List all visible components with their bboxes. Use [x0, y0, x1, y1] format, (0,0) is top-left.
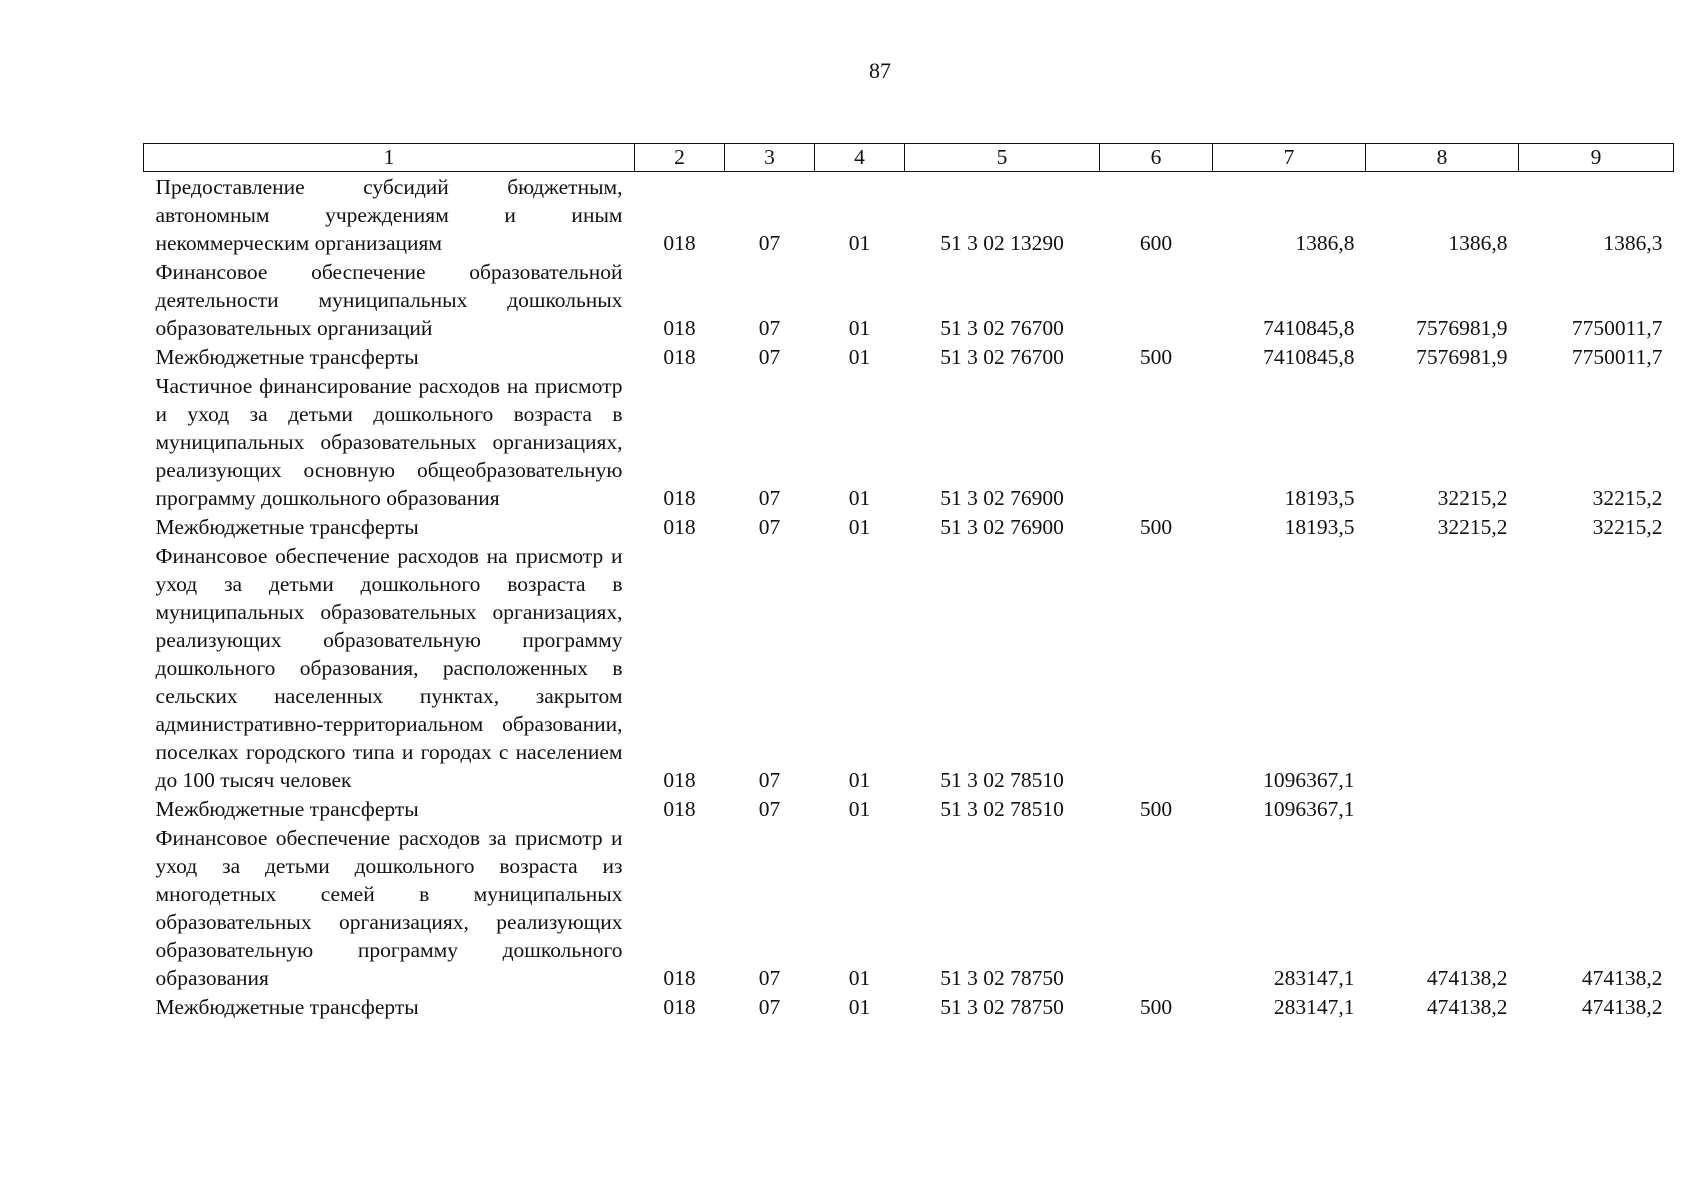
row-amount-year-2 [1366, 794, 1519, 823]
row-amount-year-2 [1366, 541, 1519, 794]
row-amount-year-3: 32215,2 [1592, 486, 1663, 510]
row-ministry-code: 018 [663, 768, 696, 792]
row-name: Предоставление субсидий бюджетным, автономным учреждениям и иным некоммерческим организациям [155, 175, 623, 255]
row-amount-year-3: 7750011,7 [1571, 316, 1663, 340]
row-target-code: 51 3 02 76900 [940, 486, 1064, 510]
row-amount-year-2: 32215,2 [1437, 486, 1508, 510]
row-target-code: 51 3 02 78510 [940, 768, 1064, 792]
row-target-code: 51 3 02 13290 [940, 231, 1064, 255]
row-amount-year-2: 474138,2 [1426, 966, 1508, 990]
row-amount-year-2: 32215,2 [1437, 515, 1508, 539]
row-amount-year-1: 18193,5 [1284, 486, 1355, 510]
row-name: Межбюджетные трансферты [155, 345, 419, 369]
row-target-code: 51 3 02 76900 [940, 515, 1064, 539]
row-amount-year-1: 1096367,1 [1263, 797, 1355, 821]
row-amount-year-3 [1519, 541, 1674, 794]
row-amount-year-3 [1519, 794, 1674, 823]
row-target-code: 51 3 02 78750 [940, 995, 1064, 1019]
table-header [144, 144, 1674, 172]
row-name: Частичное финансирование расходов на присмотр и уход за детьми дошкольного возраста в муниципальных образовательных организациях, реализующих основную общеобразовательную программу дошкольного образования [155, 374, 623, 510]
row-amount-year-2: 1386,8 [1448, 231, 1508, 255]
row-amount-year-2: 7576981,9 [1416, 316, 1508, 340]
row-amount-year-1: 18193,5 [1284, 515, 1355, 539]
header-col-7: 7 [1213, 144, 1366, 172]
row-amount-year-1: 1386,8 [1295, 231, 1355, 255]
row-subsection-code: 01 [848, 966, 871, 990]
row-subsection-code: 01 [848, 995, 871, 1019]
row-ministry-code: 018 [663, 797, 696, 821]
row-expense-type: 500 [1139, 995, 1173, 1019]
row-ministry-code: 018 [663, 995, 696, 1019]
header-col-6: 6 [1100, 144, 1213, 172]
row-ministry-code: 018 [663, 486, 696, 510]
header-col-4: 4 [815, 144, 905, 172]
row-name: Межбюджетные трансферты [155, 995, 419, 1019]
header-col-1: 1 [144, 144, 635, 172]
row-target-code: 51 3 02 78510 [940, 797, 1064, 821]
row-name: Финансовое обеспечение расходов на присмотр и уход за детьми дошкольного возраста в муниципальных образовательных организациях, реализующих образовательную программу дошкольного образования, расположенных в сельских населенных пунктах, закрытом административно-территориальном образовании, поселках городского типа и городах с населением до 100 тысяч человек [155, 544, 623, 792]
row-expense-type: 500 [1139, 797, 1173, 821]
row-expense-type [1100, 541, 1213, 794]
row-subsection-code: 01 [848, 231, 871, 255]
row-amount-year-2: 474138,2 [1426, 995, 1508, 1019]
table-row [144, 172, 1674, 258]
header-col-5: 5 [905, 144, 1100, 172]
table-row [144, 992, 1674, 1021]
row-expense-type [1100, 257, 1213, 342]
table-row [144, 257, 1674, 342]
row-amount-year-2: 7576981,9 [1416, 345, 1508, 369]
header-col-8: 8 [1366, 144, 1519, 172]
row-section-code: 07 [758, 515, 781, 539]
row-amount-year-1: 7410845,8 [1263, 316, 1355, 340]
row-amount-year-3: 7750011,7 [1571, 345, 1663, 369]
row-amount-year-1: 283147,1 [1273, 966, 1355, 990]
budget-table [143, 143, 1674, 1021]
page-number: 87 [869, 58, 891, 83]
row-expense-type: 600 [1139, 231, 1173, 255]
table-row [144, 342, 1674, 371]
row-ministry-code: 018 [663, 316, 696, 340]
header-col-3: 3 [725, 144, 815, 172]
table-row [144, 371, 1674, 512]
header-col-2: 2 [635, 144, 725, 172]
row-ministry-code: 018 [663, 515, 696, 539]
row-ministry-code: 018 [663, 345, 696, 369]
row-subsection-code: 01 [848, 345, 871, 369]
row-expense-type [1100, 371, 1213, 512]
row-section-code: 07 [758, 486, 781, 510]
row-target-code: 51 3 02 76700 [940, 345, 1064, 369]
row-subsection-code: 01 [848, 486, 871, 510]
row-target-code: 51 3 02 76700 [940, 316, 1064, 340]
row-name: Межбюджетные трансферты [155, 797, 419, 821]
row-amount-year-3: 474138,2 [1581, 966, 1663, 990]
table-body [144, 172, 1674, 1022]
row-amount-year-1: 283147,1 [1273, 995, 1355, 1019]
row-subsection-code: 01 [848, 797, 871, 821]
table-row [144, 512, 1674, 541]
row-amount-year-1: 1096367,1 [1263, 768, 1355, 792]
row-section-code: 07 [758, 995, 781, 1019]
row-amount-year-3: 1386,3 [1603, 231, 1663, 255]
row-name: Финансовое обеспечение образовательной деятельности муниципальных дошкольных образовательных организаций [155, 260, 623, 340]
row-name: Межбюджетные трансферты [155, 515, 419, 539]
row-section-code: 07 [758, 768, 781, 792]
header-col-9: 9 [1519, 144, 1674, 172]
row-target-code: 51 3 02 78750 [940, 966, 1064, 990]
row-section-code: 07 [758, 345, 781, 369]
row-ministry-code: 018 [663, 966, 696, 990]
row-section-code: 07 [758, 316, 781, 340]
table-row [144, 794, 1674, 823]
row-ministry-code: 018 [663, 231, 696, 255]
row-section-code: 07 [758, 231, 781, 255]
row-expense-type: 500 [1139, 515, 1173, 539]
table-row [144, 541, 1674, 794]
row-amount-year-3: 32215,2 [1592, 515, 1663, 539]
header-row [144, 144, 1674, 172]
row-section-code: 07 [758, 966, 781, 990]
row-amount-year-3: 474138,2 [1581, 995, 1663, 1019]
row-expense-type: 500 [1139, 345, 1173, 369]
row-name: Финансовое обеспечение расходов за присмотр и уход за детьми дошкольного возраста из многодетных семей в муниципальных образовательных организациях, реализующих образовательную программу дошкольного образования [155, 826, 623, 990]
row-expense-type [1100, 823, 1213, 992]
table-row [144, 823, 1674, 992]
row-amount-year-1: 7410845,8 [1263, 345, 1355, 369]
row-subsection-code: 01 [848, 515, 871, 539]
row-subsection-code: 01 [848, 316, 871, 340]
row-subsection-code: 01 [848, 768, 871, 792]
row-section-code: 07 [758, 797, 781, 821]
